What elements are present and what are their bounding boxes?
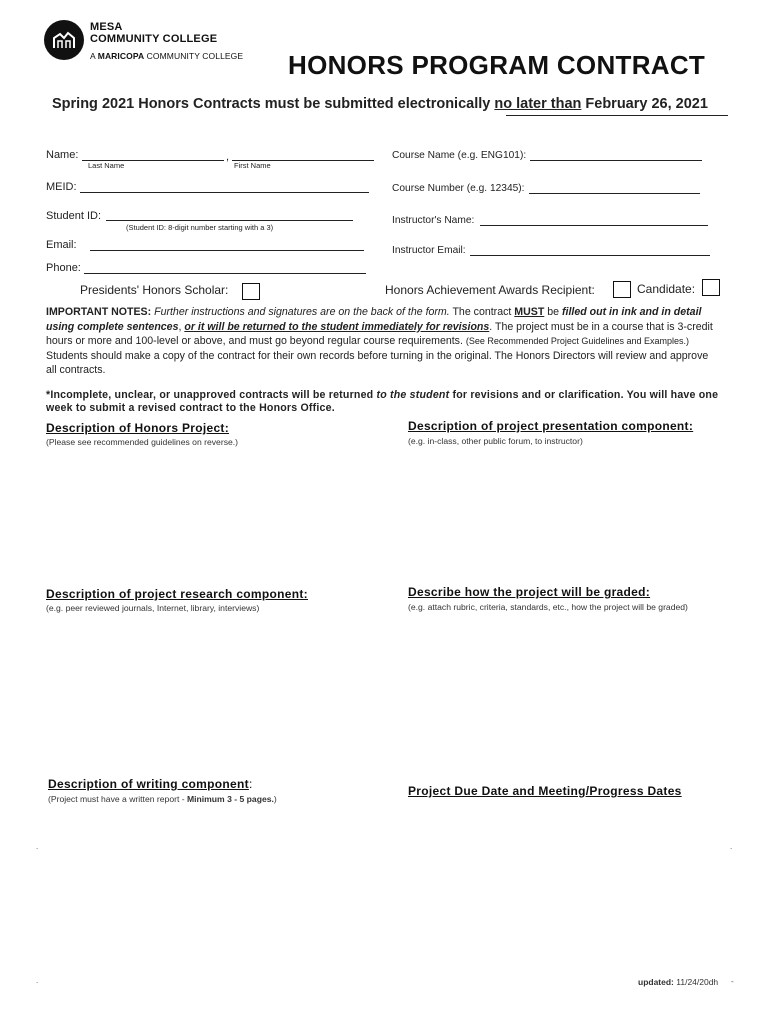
grading-hint: (e.g. attach rubric, criteria, standards, etc., how the project will be graded) xyxy=(408,602,688,612)
achievement-recipient-label: Honors Achievement Awards Recipient: xyxy=(385,283,595,297)
name-comma: , xyxy=(226,151,230,163)
college-name xyxy=(90,22,217,45)
margin-mark-bottom-left: . xyxy=(36,976,39,985)
footer-label: updated: xyxy=(638,977,674,987)
writing-hint xyxy=(48,794,277,804)
honors-project-area[interactable] xyxy=(46,452,386,582)
margin-mark-right: . xyxy=(730,842,733,851)
phone-label: Phone: xyxy=(46,262,81,274)
deadline-text: Spring 2021 Honors Contracts must be submitted electronically xyxy=(52,96,495,112)
instructor-name-field[interactable] xyxy=(480,225,708,226)
achievement-recipient-checkbox[interactable] xyxy=(613,281,631,298)
instructor-email-field[interactable] xyxy=(470,255,710,256)
deadline-notice xyxy=(52,96,708,112)
last-name-hint: Last Name xyxy=(88,161,125,170)
presentation-hint: (e.g. in-class, other public forum, to instructor) xyxy=(408,436,583,446)
honors-project-hint: (Please see recommended guidelines on reverse.) xyxy=(46,437,239,447)
notes-returned: or it will be returned to the student immediately for revisions xyxy=(184,320,490,333)
notes-small: (See Recommended Project Guidelines and Examples.) xyxy=(465,336,689,347)
footer-date: 11/24/20dh xyxy=(673,977,719,987)
updated-footer xyxy=(638,977,718,987)
instructor-name-label: Instructor's Name: xyxy=(392,215,475,226)
honors-project-heading: Description of Honors Project: xyxy=(46,421,230,435)
warning-part2: for revisions and or clarification. You will have one week to submit a revised contract to the Honors Office. xyxy=(46,389,719,414)
notes-part6: Students should make a copy of the contract for their own records before turning in the original. The Honors Directors will review and approve all contracts. xyxy=(46,349,709,377)
research-hint: (e.g. peer reviewed journals, Internet, library, interviews) xyxy=(46,603,260,613)
college-affiliation xyxy=(90,51,243,61)
logo-sub-suffix: COMMUNITY COLLEGE xyxy=(144,51,244,61)
course-name-field[interactable] xyxy=(530,160,702,161)
due-dates-area[interactable] xyxy=(408,802,728,960)
writing-heading-text: Description of writing component xyxy=(48,777,249,791)
notes-filled: filled out in ink and in detail using complete sentences xyxy=(46,306,702,333)
presidents-scholar-label: Presidents' Honors Scholar: xyxy=(80,283,229,297)
warning-italic: to the student xyxy=(376,389,450,401)
writing-hint-bold: Minimum 3 - 5 pages. xyxy=(186,794,274,804)
margin-mark-left: . xyxy=(36,842,39,851)
grading-heading: Describe how the project will be graded: xyxy=(408,585,651,599)
student-id-hint: (Student ID: 8-digit number starting with a 3) xyxy=(126,223,274,232)
notes-heading: IMPORTANT NOTES: xyxy=(46,306,152,318)
deadline-underline xyxy=(506,115,728,116)
writing-heading-colon: : xyxy=(248,777,253,791)
notes-must: MUST xyxy=(514,306,545,318)
email-label: Email: xyxy=(46,239,77,251)
page-title: HONORS PROGRAM CONTRACT xyxy=(288,50,706,80)
meid-field[interactable] xyxy=(80,192,369,193)
due-dates-heading: Project Due Date and Meeting/Progress Dates xyxy=(408,784,682,798)
phone-field[interactable] xyxy=(84,273,366,274)
presentation-heading: Description of project presentation component: xyxy=(408,419,694,433)
logo-line-2: COMMUNITY COLLEGE xyxy=(90,32,218,45)
logo-line-1: MESA xyxy=(90,21,123,33)
logo-mark xyxy=(52,30,76,50)
writing-hint-suffix: ) xyxy=(273,794,277,804)
student-id-field[interactable] xyxy=(106,220,353,221)
deadline-underlined: no later than xyxy=(494,96,582,112)
footer-dash: - xyxy=(731,977,734,986)
logo-sub-brand: MARICOPA xyxy=(97,51,145,61)
email-field[interactable] xyxy=(90,250,364,251)
notes-part2: The contract xyxy=(449,306,515,318)
incomplete-warning xyxy=(46,389,736,414)
research-area[interactable] xyxy=(46,618,386,773)
deadline-date: February 26, 2021 xyxy=(581,96,708,112)
instructor-email-label: Instructor Email: xyxy=(392,245,466,256)
candidate-label: Candidate: xyxy=(637,282,696,296)
presidents-scholar-checkbox[interactable] xyxy=(242,283,260,300)
grading-area[interactable] xyxy=(408,618,728,773)
mesa-college-logo-icon xyxy=(44,20,84,60)
notes-part4: , xyxy=(178,320,185,333)
warning-part1: *Incomplete, unclear, or unapproved contracts will be returned xyxy=(46,389,377,401)
notes-part1: Further instructions and signatures are on the back of the form. xyxy=(151,306,450,318)
research-heading: Description of project research component: xyxy=(46,587,308,601)
course-number-label: Course Number (e.g. 12345): xyxy=(392,183,525,194)
course-number-field[interactable] xyxy=(529,193,700,194)
important-notes xyxy=(46,305,716,378)
writing-heading xyxy=(48,777,253,791)
first-name-hint: First Name xyxy=(234,161,271,170)
candidate-checkbox[interactable] xyxy=(702,279,720,296)
student-id-label: Student ID: xyxy=(46,210,102,222)
course-name-label: Course Name (e.g. ENG101): xyxy=(392,150,527,161)
name-label: Name: xyxy=(46,149,79,161)
notes-part5: . The project must be in a course that is 3-credit hours or more and 100-level or above, and must go beyond regular course requirements. xyxy=(46,320,713,348)
writing-hint-prefix: (Project must have a written report - xyxy=(48,794,187,804)
meid-label: MEID: xyxy=(46,181,77,193)
presentation-area[interactable] xyxy=(408,452,728,580)
logo-sub-prefix: A xyxy=(90,51,98,61)
writing-area[interactable] xyxy=(48,810,388,960)
notes-part3: be xyxy=(544,306,562,318)
